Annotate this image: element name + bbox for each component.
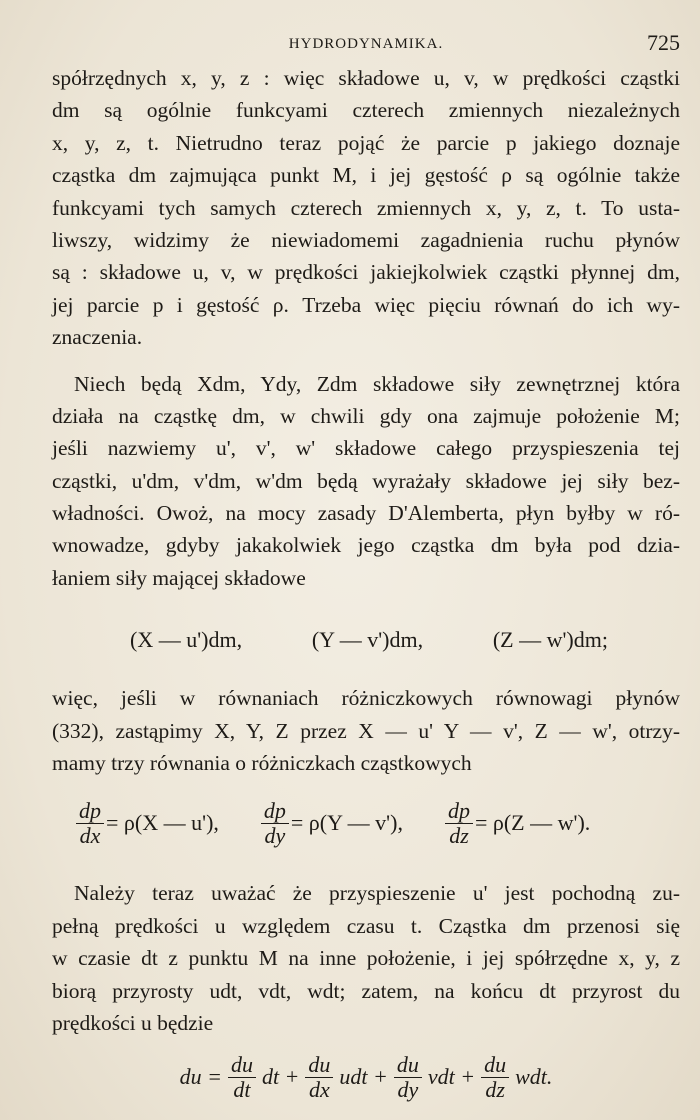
equation-part: $\frac{dp}{dx}$ = ρ(X — u'), bbox=[74, 799, 219, 848]
formula-term: (Z — w')dm; bbox=[492, 627, 608, 653]
text-line: wnowadze, gdyby jakakolwiek jego cząstka dm była pod dzia- bbox=[52, 533, 680, 558]
page-number: 725 bbox=[647, 30, 680, 55]
formula-components bbox=[52, 616, 680, 664]
equation-part: du = $\frac{du}{dt}$ dt + $\frac{du}{dx}$ udt + $\frac{du}{dy}$ vdt + $\frac{du}{dz}$ wdt. bbox=[179, 1051, 553, 1102]
equation-part: $\frac{dp}{dy}$ = ρ(Y — v'), bbox=[259, 799, 403, 848]
text-line: są : składowe u, v, w prędkości jakiejkolwiek cząstki płynnej dm, bbox=[52, 260, 680, 285]
text-line: w czasie dt z punktu M na inne położenie, i jej spółrzędne x, y, z bbox=[52, 946, 680, 971]
text-line: liwszy, widzimy że niewiadomemi zagadnienia ruchu płynów bbox=[52, 227, 680, 252]
fraction: $\frac{du}{dy}$ bbox=[394, 1053, 422, 1102]
fraction: $\frac{dp}{dy}$ bbox=[261, 799, 289, 848]
paragraph-4 bbox=[52, 877, 680, 1039]
page-header bbox=[52, 30, 680, 60]
equation-part: $\frac{dp}{dz}$ = ρ(Z — w'). bbox=[443, 799, 590, 848]
fraction: $\frac{du}{dx}$ bbox=[305, 1053, 333, 1102]
text-line: cząstka dm zajmująca punkt M, i jej gęstość ρ są ogólnie także bbox=[52, 163, 680, 188]
text-line: działa na cząstkę dm, w chwili gdy ona zajmuje położenie M; bbox=[52, 403, 680, 428]
paragraph-3 bbox=[52, 682, 680, 779]
text-line: biorą przyrosty udt, vdt, wdt; zatem, na końcu dt przyrost du bbox=[52, 978, 680, 1003]
text-line: x, y, z, t. Nietrudno teraz pojąć że parcie p jakiego doznaje bbox=[52, 130, 680, 155]
text-line: funkcyami tych samych czterech zmiennych x, y, z, t. To usta- bbox=[52, 195, 680, 220]
text-line: więc, jeśli w równaniach różniczkowych równowagi płynów bbox=[52, 686, 680, 711]
text-line: łaniem siły mającej składowe bbox=[52, 565, 306, 590]
text-line: mamy trzy równania o różniczkach cząstkowych bbox=[52, 751, 472, 776]
fraction: $\frac{du}{dz}$ bbox=[481, 1053, 509, 1102]
page-body bbox=[52, 62, 680, 1113]
equation-total-differential bbox=[52, 1041, 680, 1113]
text-line: prędkości u będzie bbox=[52, 1010, 214, 1035]
paragraph-1 bbox=[52, 62, 680, 354]
text-line: cząstki, u'dm, v'dm, w'dm będą wyrażały składowe jej siły bez- bbox=[52, 468, 680, 493]
text-line: dm są ogólnie funkcyami czterech zmiennych niezależnych bbox=[52, 98, 680, 123]
formula-term: (X — u')dm, bbox=[130, 627, 243, 653]
text-line: Niech będą Xdm, Ydy, Zdm składowe siły zewnętrznej która bbox=[74, 371, 680, 396]
paragraph-2 bbox=[52, 368, 680, 595]
text-line: Należy teraz uważać że przyspieszenie u' jest pochodną zu- bbox=[74, 881, 680, 906]
equation-partial-derivatives bbox=[52, 787, 680, 859]
text-line: jeśli nazwiemy u', v', w' składowe całego przyspieszenia tej bbox=[52, 436, 680, 461]
text-line: władności. Owoż, na mocy zasady D'Alemberta, płyn byłby w ró- bbox=[52, 501, 680, 526]
fraction: $\frac{dp}{dx}$ bbox=[76, 799, 104, 848]
fraction: $\frac{dp}{dz}$ bbox=[445, 799, 473, 848]
text-line: znaczenia. bbox=[52, 325, 143, 350]
running-title: HYDRODYNAMIKA. bbox=[288, 36, 444, 52]
text-line: pełną prędkości u względem czasu t. Cząstka dm przenosi się bbox=[52, 913, 680, 938]
text-line: (332), zastąpimy X, Y, Z przez X — u' Y — v', Z — w', otrzy- bbox=[52, 718, 680, 743]
fraction: $\frac{du}{dt}$ bbox=[228, 1053, 256, 1102]
text-line: spółrzędnych x, y, z : więc składowe u, v, w prędkości cząstki bbox=[52, 66, 680, 90]
text-line: jej parcie p i gęstość ρ. Trzeba więc pięciu równań do ich wy- bbox=[52, 292, 680, 317]
formula-term: (Y — v')dm, bbox=[311, 627, 424, 653]
